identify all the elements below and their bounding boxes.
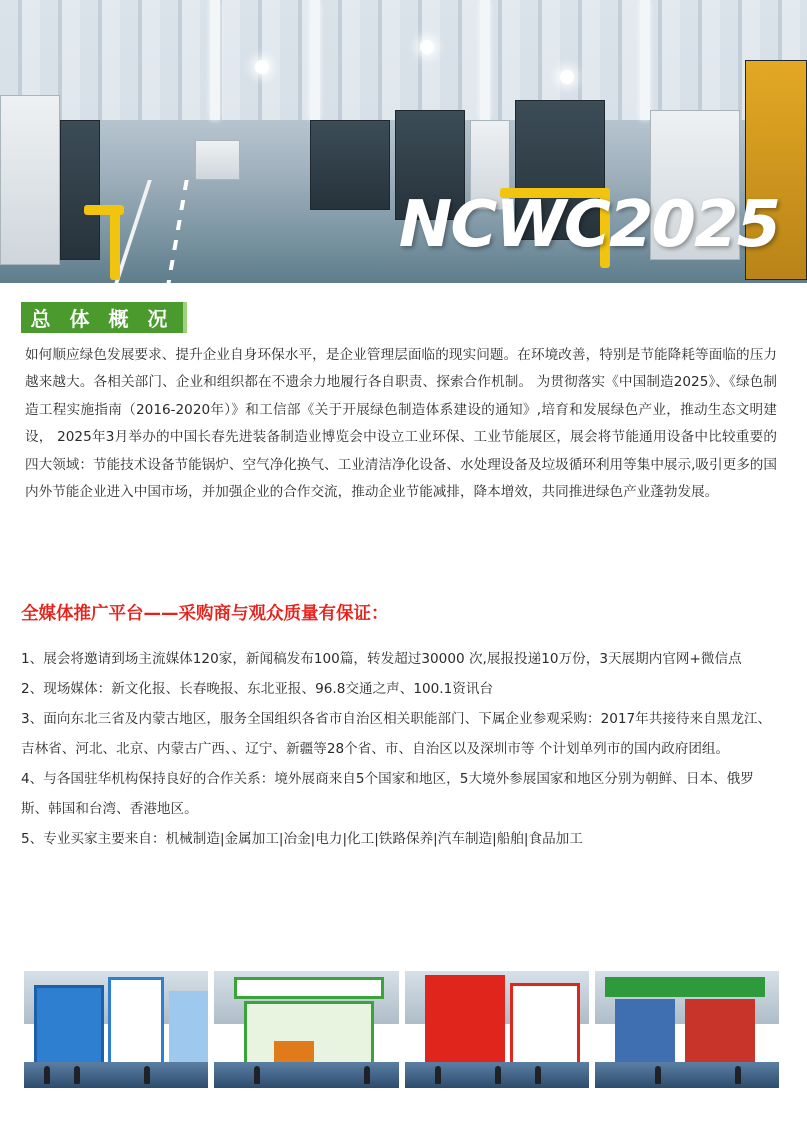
machine-left xyxy=(60,120,100,260)
booth-blue xyxy=(34,985,104,1067)
promotion-subheading: 全媒体推广平台——采购商与观众质量有保证： xyxy=(21,604,389,624)
exhibition-photo-1 xyxy=(24,971,208,1088)
intro-paragraph: 如何顺应绿色发展要求、提升企业自身环保水平，是企业管理层面临的现实问题。在环境改善，特别是节能降耗等面临的压力越来越大。各相关部门、企业和组织都在不遗余力地履行各自职责、探索合作机制。 为贯彻落实《中国制造2025》、《绿色制造工程实施指南（2016-2020年）》和工信部《关于开展绿色制造体系建设的通知》,培育和发展绿色产业，推动生态文明建设， 2025年3月举办的中国长春先进装备制造业博览会中设立工业环保、工业节能展区，展会将节能通用设备中比较重要的四大领域：节能技术设备节能锅炉、空气净化换气、工业清洁净化设备、水处理设备及垃圾循环利用等集中展示,吸引更多的国内外节能企业进入中国市场，并加强企业的合作交流，推动企业节能减排，降本增效，共同推进绿色产业蓬勃发展。 xyxy=(25,347,777,501)
list-item: 5、专业买家主要来自：机械制造|金属加工|冶金|电力|化工|铁路保养|汽车制造|船舶|食品加工 xyxy=(21,831,583,847)
exhibition-photo-4 xyxy=(595,971,779,1088)
safety-rail xyxy=(110,205,120,280)
cabinet-left xyxy=(0,95,60,265)
list-item: 4、与各国驻华机构保持良好的合作关系：境外展商来自5个国家和地区，5大境外参展国家和地区分别为朝鲜、日本、俄罗斯、韩国和台湾、香港地区。 xyxy=(21,771,754,817)
ceiling-beam xyxy=(640,0,650,120)
display-machine xyxy=(274,1041,314,1063)
list-item: 2、现场媒体：新文化报、长春晚报、东北亚报、96.8交通之声、100.1资讯台 xyxy=(21,681,494,697)
booth-red xyxy=(425,975,505,1067)
hero-title: NCWC2025 xyxy=(398,188,779,262)
booth-red-white xyxy=(510,983,580,1067)
ceiling-light xyxy=(420,40,434,54)
section-badge: 总 体 概 况 xyxy=(21,302,187,333)
promotion-list xyxy=(21,644,779,854)
booth-panel xyxy=(169,991,208,1067)
booth-white xyxy=(108,977,164,1067)
far-wall-door xyxy=(195,140,240,180)
ceiling-light xyxy=(255,60,269,74)
factory-ceiling xyxy=(0,0,807,120)
display-cabinet xyxy=(615,999,675,1067)
list-item: 1、展会将邀请到场主流媒体120家，新闻稿发布100篇，转发超过30000 次,展报投递10万份，3天展期内官网+微信点 xyxy=(21,651,742,667)
ceiling-beam xyxy=(210,0,220,120)
booth-sign xyxy=(605,977,765,997)
production-machine xyxy=(310,120,390,210)
ceiling-light xyxy=(560,70,574,84)
booth-red-panel xyxy=(685,999,755,1067)
booth-sign xyxy=(234,977,384,999)
ceiling-beam xyxy=(480,0,490,120)
exhibition-photo-2 xyxy=(214,971,398,1088)
hero-banner xyxy=(0,0,807,283)
list-item: 3、面向东北三省及内蒙古地区，服务全国组织各省市自治区相关职能部门、下属企业参观采购：2017年共接待来自黑龙江、吉林省、河北、北京、内蒙古广西、、辽宁、新疆等28个省、市、自治区以及深圳市等 个计划单列市的国内政府团组。 xyxy=(21,711,772,757)
exhibition-photo-strip xyxy=(24,971,779,1088)
exhibition-photo-3 xyxy=(405,971,589,1088)
ceiling-beam xyxy=(310,0,320,120)
